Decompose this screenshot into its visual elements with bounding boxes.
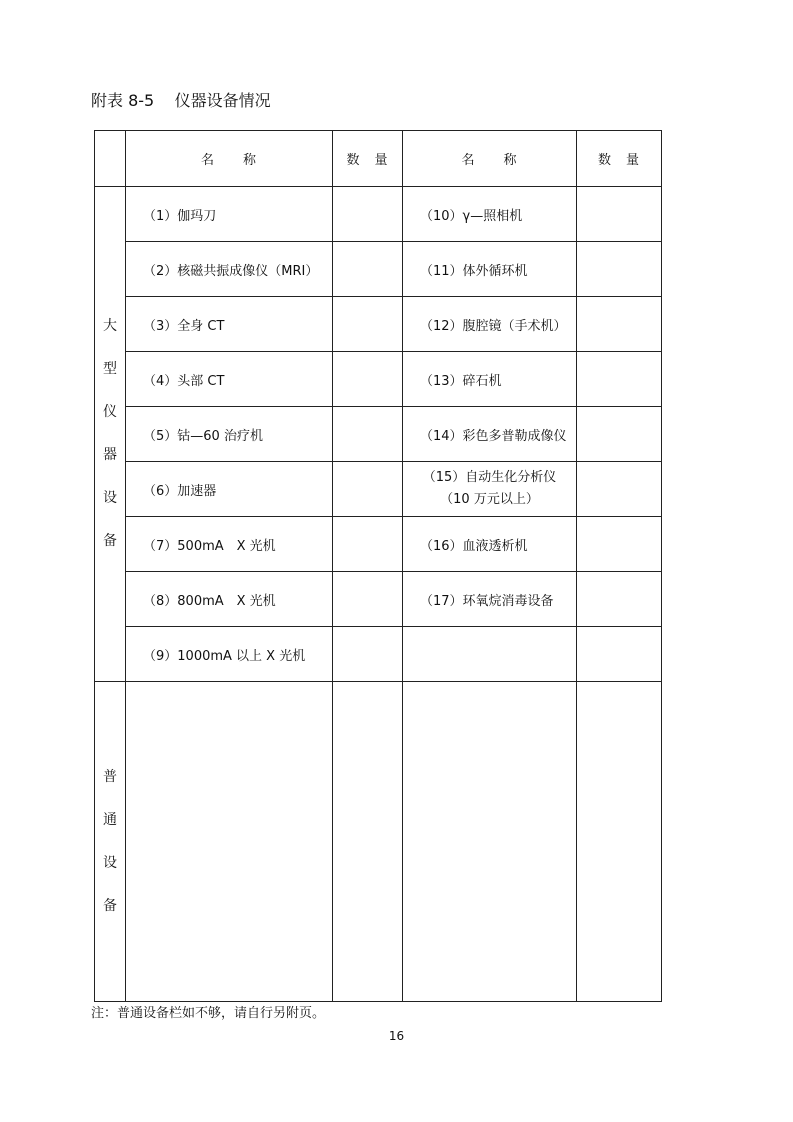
equipment-name-cell: （1）伽玛刀: [126, 187, 333, 242]
table-row: [95, 242, 662, 297]
table-row: [95, 627, 662, 682]
table-caption: 附表 8-5 仪器设备情况: [91, 91, 271, 110]
group-char: 仪: [103, 404, 117, 420]
equipment-name-cell: （16）血液透析机: [403, 517, 577, 572]
header-name-left: 名 称: [126, 131, 333, 187]
quantity-cell[interactable]: [577, 297, 662, 352]
quantity-cell[interactable]: [577, 242, 662, 297]
quantity-cell[interactable]: [577, 572, 662, 627]
quantity-cell[interactable]: [333, 297, 403, 352]
table-row: [95, 297, 662, 352]
equipment-name-line: （15）自动生化分析仪: [422, 470, 557, 485]
quantity-cell[interactable]: [577, 627, 662, 682]
equipment-name-cell: （4）头部 CT: [126, 352, 333, 407]
quantity-cell[interactable]: [333, 187, 403, 242]
equipment-name-cell: （11）体外循环机: [403, 242, 577, 297]
quantity-cell[interactable]: [333, 572, 403, 627]
general-name-cell[interactable]: [403, 682, 577, 1002]
page-number: 16: [388, 1029, 405, 1043]
general-name-cell[interactable]: [126, 682, 333, 1002]
group-char: 普: [103, 768, 117, 785]
group-char: 通: [103, 811, 117, 828]
equipment-name-cell: （2）核磁共振成像仪（MRI）: [126, 242, 333, 297]
group-char: 备: [103, 897, 117, 914]
large-equipment-group-label: [95, 187, 126, 682]
quantity-cell[interactable]: [333, 242, 403, 297]
table-row: [95, 462, 662, 517]
quantity-cell[interactable]: [577, 462, 662, 517]
equipment-name-cell: （17）环氧烷消毒设备: [403, 572, 577, 627]
header-qty-left: 数 量: [333, 131, 403, 187]
quantity-cell[interactable]: [577, 352, 662, 407]
table-row: [95, 352, 662, 407]
equipment-name-cell: （7）500mA X 光机: [126, 517, 333, 572]
equipment-name-cell: （14）彩色多普勒成像仪: [403, 407, 577, 462]
header-corner-cell: [95, 131, 126, 187]
table-row: [95, 572, 662, 627]
header-qty-right: 数 量: [577, 131, 662, 187]
header-name-right: 名 称: [403, 131, 577, 187]
equipment-name-cell: [403, 627, 577, 682]
quantity-cell[interactable]: [333, 462, 403, 517]
equipment-name-cell: （10）γ—照相机: [403, 187, 577, 242]
table-row: [95, 407, 662, 462]
header-row: [95, 131, 662, 187]
quantity-cell[interactable]: [577, 187, 662, 242]
general-equipment-group-label: [95, 682, 126, 1002]
equipment-name-cell: （3）全身 CT: [126, 297, 333, 352]
table-row: [95, 187, 662, 242]
quantity-cell[interactable]: [577, 407, 662, 462]
quantity-cell[interactable]: [333, 517, 403, 572]
quantity-cell[interactable]: [333, 627, 403, 682]
general-equipment-row: [95, 682, 662, 1002]
equipment-name-cell-two-line: [403, 462, 577, 517]
equipment-name-cell: （13）碎石机: [403, 352, 577, 407]
group-char: 大: [103, 318, 117, 334]
general-quantity-cell[interactable]: [333, 682, 403, 1002]
group-char: 器: [103, 447, 117, 463]
equipment-name-cell: （8）800mA X 光机: [126, 572, 333, 627]
equipment-name-cell: （6）加速器: [126, 462, 333, 517]
general-quantity-cell[interactable]: [577, 682, 662, 1002]
table-row: [95, 517, 662, 572]
group-char: 设: [103, 490, 117, 506]
quantity-cell[interactable]: [333, 407, 403, 462]
quantity-cell[interactable]: [577, 517, 662, 572]
quantity-cell[interactable]: [333, 352, 403, 407]
equipment-table: [94, 130, 662, 1002]
equipment-name-cell: （5）钴—60 治疗机: [126, 407, 333, 462]
equipment-name-cell: （12）腹腔镜（手术机）: [403, 297, 577, 352]
group-char: 型: [103, 361, 117, 377]
equipment-name-cell: （9）1000mA 以上 X 光机: [126, 627, 333, 682]
group-char: 设: [103, 854, 117, 871]
group-char: 备: [103, 533, 117, 549]
equipment-name-line: （10 万元以上）: [440, 492, 539, 507]
footnote: 注：普通设备栏如不够，请自行另附页。: [91, 1006, 326, 1021]
